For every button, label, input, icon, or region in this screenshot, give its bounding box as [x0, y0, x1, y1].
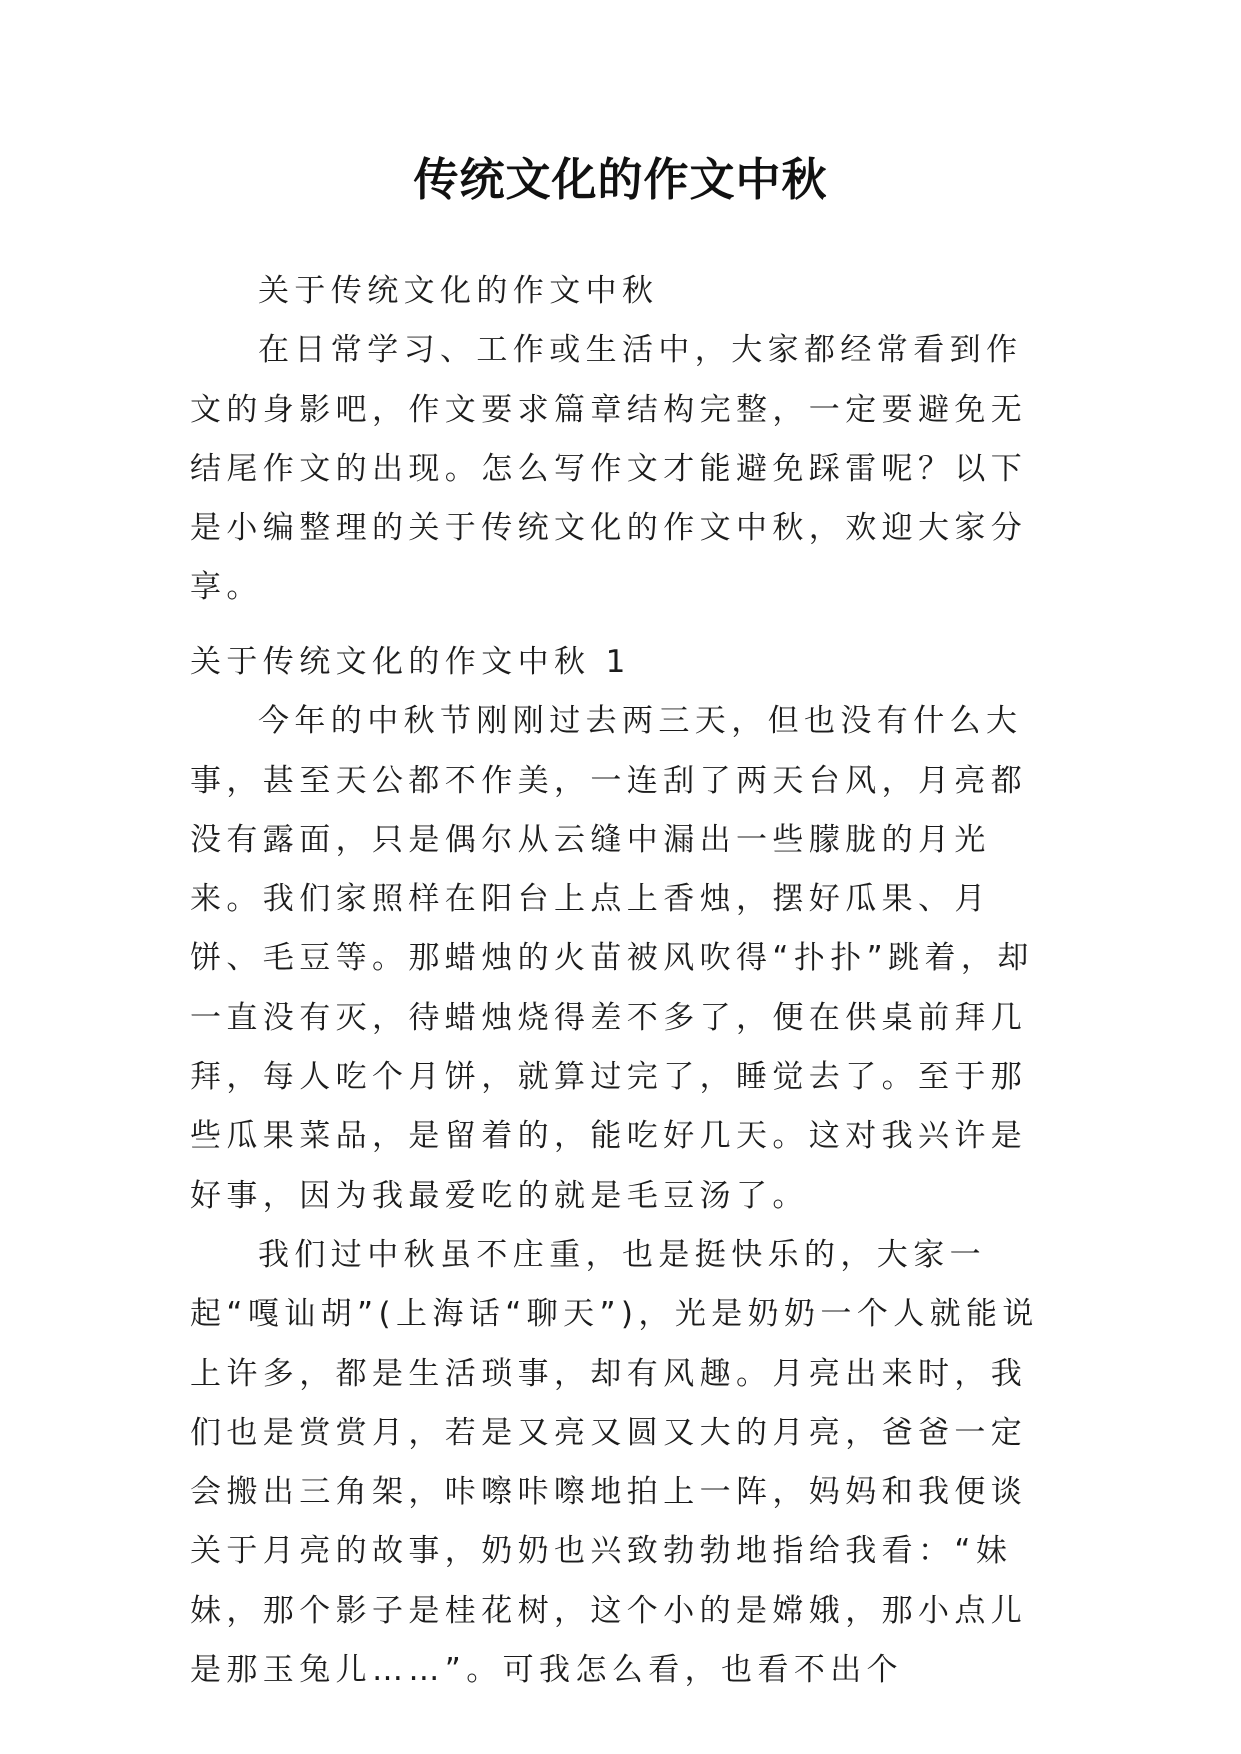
document-title: 传统文化的作文中秋	[413, 153, 828, 206]
body-paragraph: 今年的中秋节刚刚过去两三天，但也没有什么大事，甚至天公都不作美，一连刮了两天台风，月亮都没有露面，只是偶尔从云缝中漏出一些朦胧的月光来。我们家照样在阳台上点上香烛，摆好瓜果、月饼、毛豆等。那蜡烛的火苗被风吹得“扑扑”跳着，却一直没有灭，待蜡烛烧得差不多了，便在供桌前拜几拜，每人吃个月饼，就算过完了，睡觉去了。至于那些瓜果菜品，是留着的，能吃好几天。这对我兴许是好事，因为我最爱吃的就是毛豆汤了。	[190, 703, 1034, 1214]
section-heading: 关于传统文化的作文中秋 1	[190, 644, 631, 680]
intro-heading: 关于传统文化的作文中秋	[258, 273, 659, 309]
section-block	[190, 633, 1052, 1700]
intro-block	[190, 262, 1052, 618]
body-paragraph: 我们过中秋虽不庄重，也是挺快乐的，大家一起“嘎讪胡”(上海话“聊天”)，光是奶奶一个人就能说上许多，都是生活琐事，却有风趣。月亮出来时，我们也是赏赏月，若是又亮又圆又大的月亮，爸爸一定会搬出三角架，咔嚓咔嚓地拍上一阵，妈妈和我便谈关于月亮的故事，奶奶也兴致勃勃地指给我看：“妹妹，那个影子是桂花树，这个小的是嫦娥，那小点儿是那玉兔儿……”。可我怎么看，也看不出个	[190, 1236, 1039, 1689]
intro-paragraph: 在日常学习、工作或生活中，大家都经常看到作文的身影吧，作文要求篇章结构完整，一定要避免无结尾作文的出现。怎么写作文才能避免踩雷呢？以下是小编整理的关于传统文化的作文中秋，欢迎大家分享。	[190, 332, 1028, 606]
